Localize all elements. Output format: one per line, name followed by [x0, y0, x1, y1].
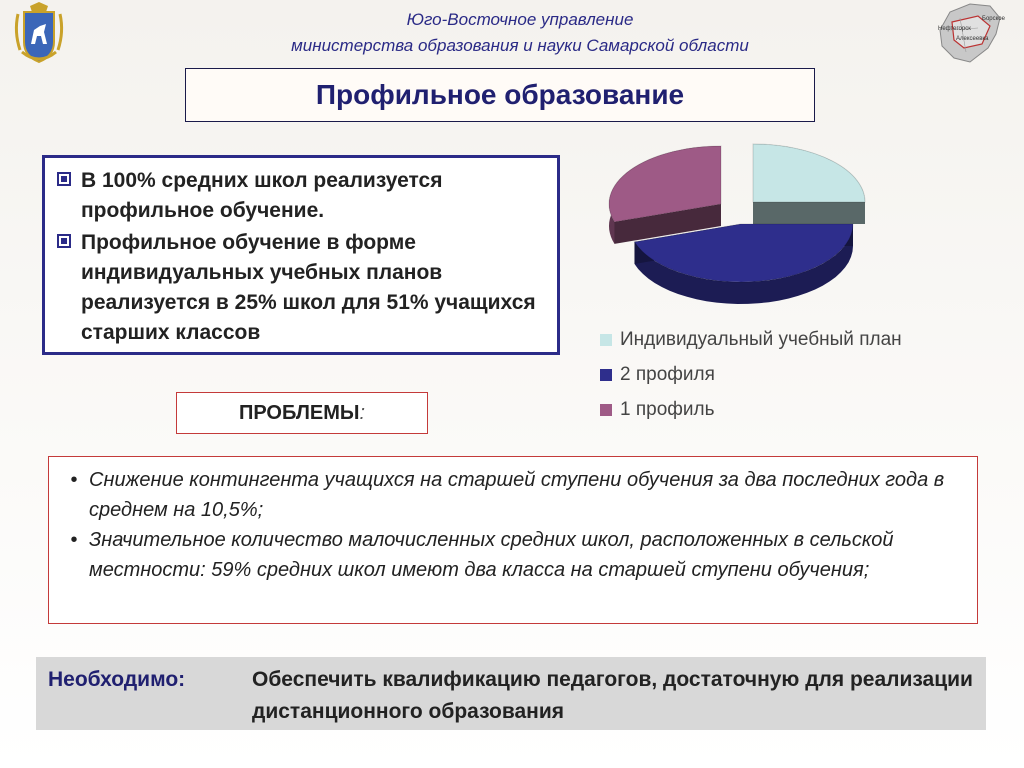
map-label-borskoe: Борское — [982, 16, 1005, 22]
fact-item — [57, 166, 549, 226]
problems-label: ПРОБЛЕМЫ — [238, 401, 360, 424]
legend-swatch — [600, 404, 612, 416]
facts-box — [42, 155, 560, 355]
map-label-neftegorsk: Нефтегорск — [938, 26, 971, 32]
bullet-icon: • — [70, 529, 78, 551]
necessary-text: Обеспечить квалификацию педагогов, достаточную для реализации дистанционного образования — [252, 668, 973, 723]
legend-item — [600, 322, 1000, 357]
region-map-icon — [930, 0, 1008, 70]
pie-chart — [575, 140, 895, 315]
problems-label-box — [176, 392, 428, 434]
legend-item — [600, 392, 1000, 427]
pie-slice — [753, 144, 865, 202]
problem-item — [59, 465, 957, 525]
chart-legend — [600, 322, 1000, 427]
bullet-icon: • — [70, 469, 78, 491]
fact-item — [57, 228, 549, 348]
problem-text: Значительное количество малочисленных средних школ, расположенных в сельской местности: 59% средних школ имеют два класса на старшей ступени обучения; — [89, 529, 894, 581]
fact-text: Профильное обучение в форме индивидуальных учебных планов реализуется в 25% школ для 51% учащихся старших классов — [81, 231, 536, 344]
checkbox-bullet-icon — [57, 234, 71, 248]
problem-item — [59, 525, 957, 585]
title-box — [185, 68, 815, 122]
map-label-alekseevka: Алексеевка — [956, 36, 989, 42]
coat-of-arms-icon — [10, 2, 68, 66]
necessary-label: Необходимо: — [48, 668, 186, 691]
legend-label: 2 профиля — [620, 363, 715, 385]
problem-text: Снижение контингента учащихся на старшей ступени обучения за два последних года в среднем на 10,5%; — [89, 469, 945, 521]
problems-colon: : — [359, 401, 366, 424]
legend-label: 1 профиль — [620, 398, 715, 420]
fact-text: В 100% средних школ реализуется профильное обучение. — [81, 169, 443, 222]
header-line-2: министерства образования и науки Самарской области — [291, 36, 749, 55]
pie-slice-face — [753, 202, 865, 224]
problems-list — [48, 456, 978, 624]
checkbox-bullet-icon — [57, 172, 71, 186]
legend-label: Индивидуальный учебный план — [620, 328, 902, 350]
legend-swatch — [600, 334, 612, 346]
legend-swatch — [600, 369, 612, 381]
legend-item — [600, 357, 1000, 392]
slide-title: Профильное образование — [315, 79, 685, 110]
header-line-1: Юго-Восточное управление — [406, 10, 634, 29]
